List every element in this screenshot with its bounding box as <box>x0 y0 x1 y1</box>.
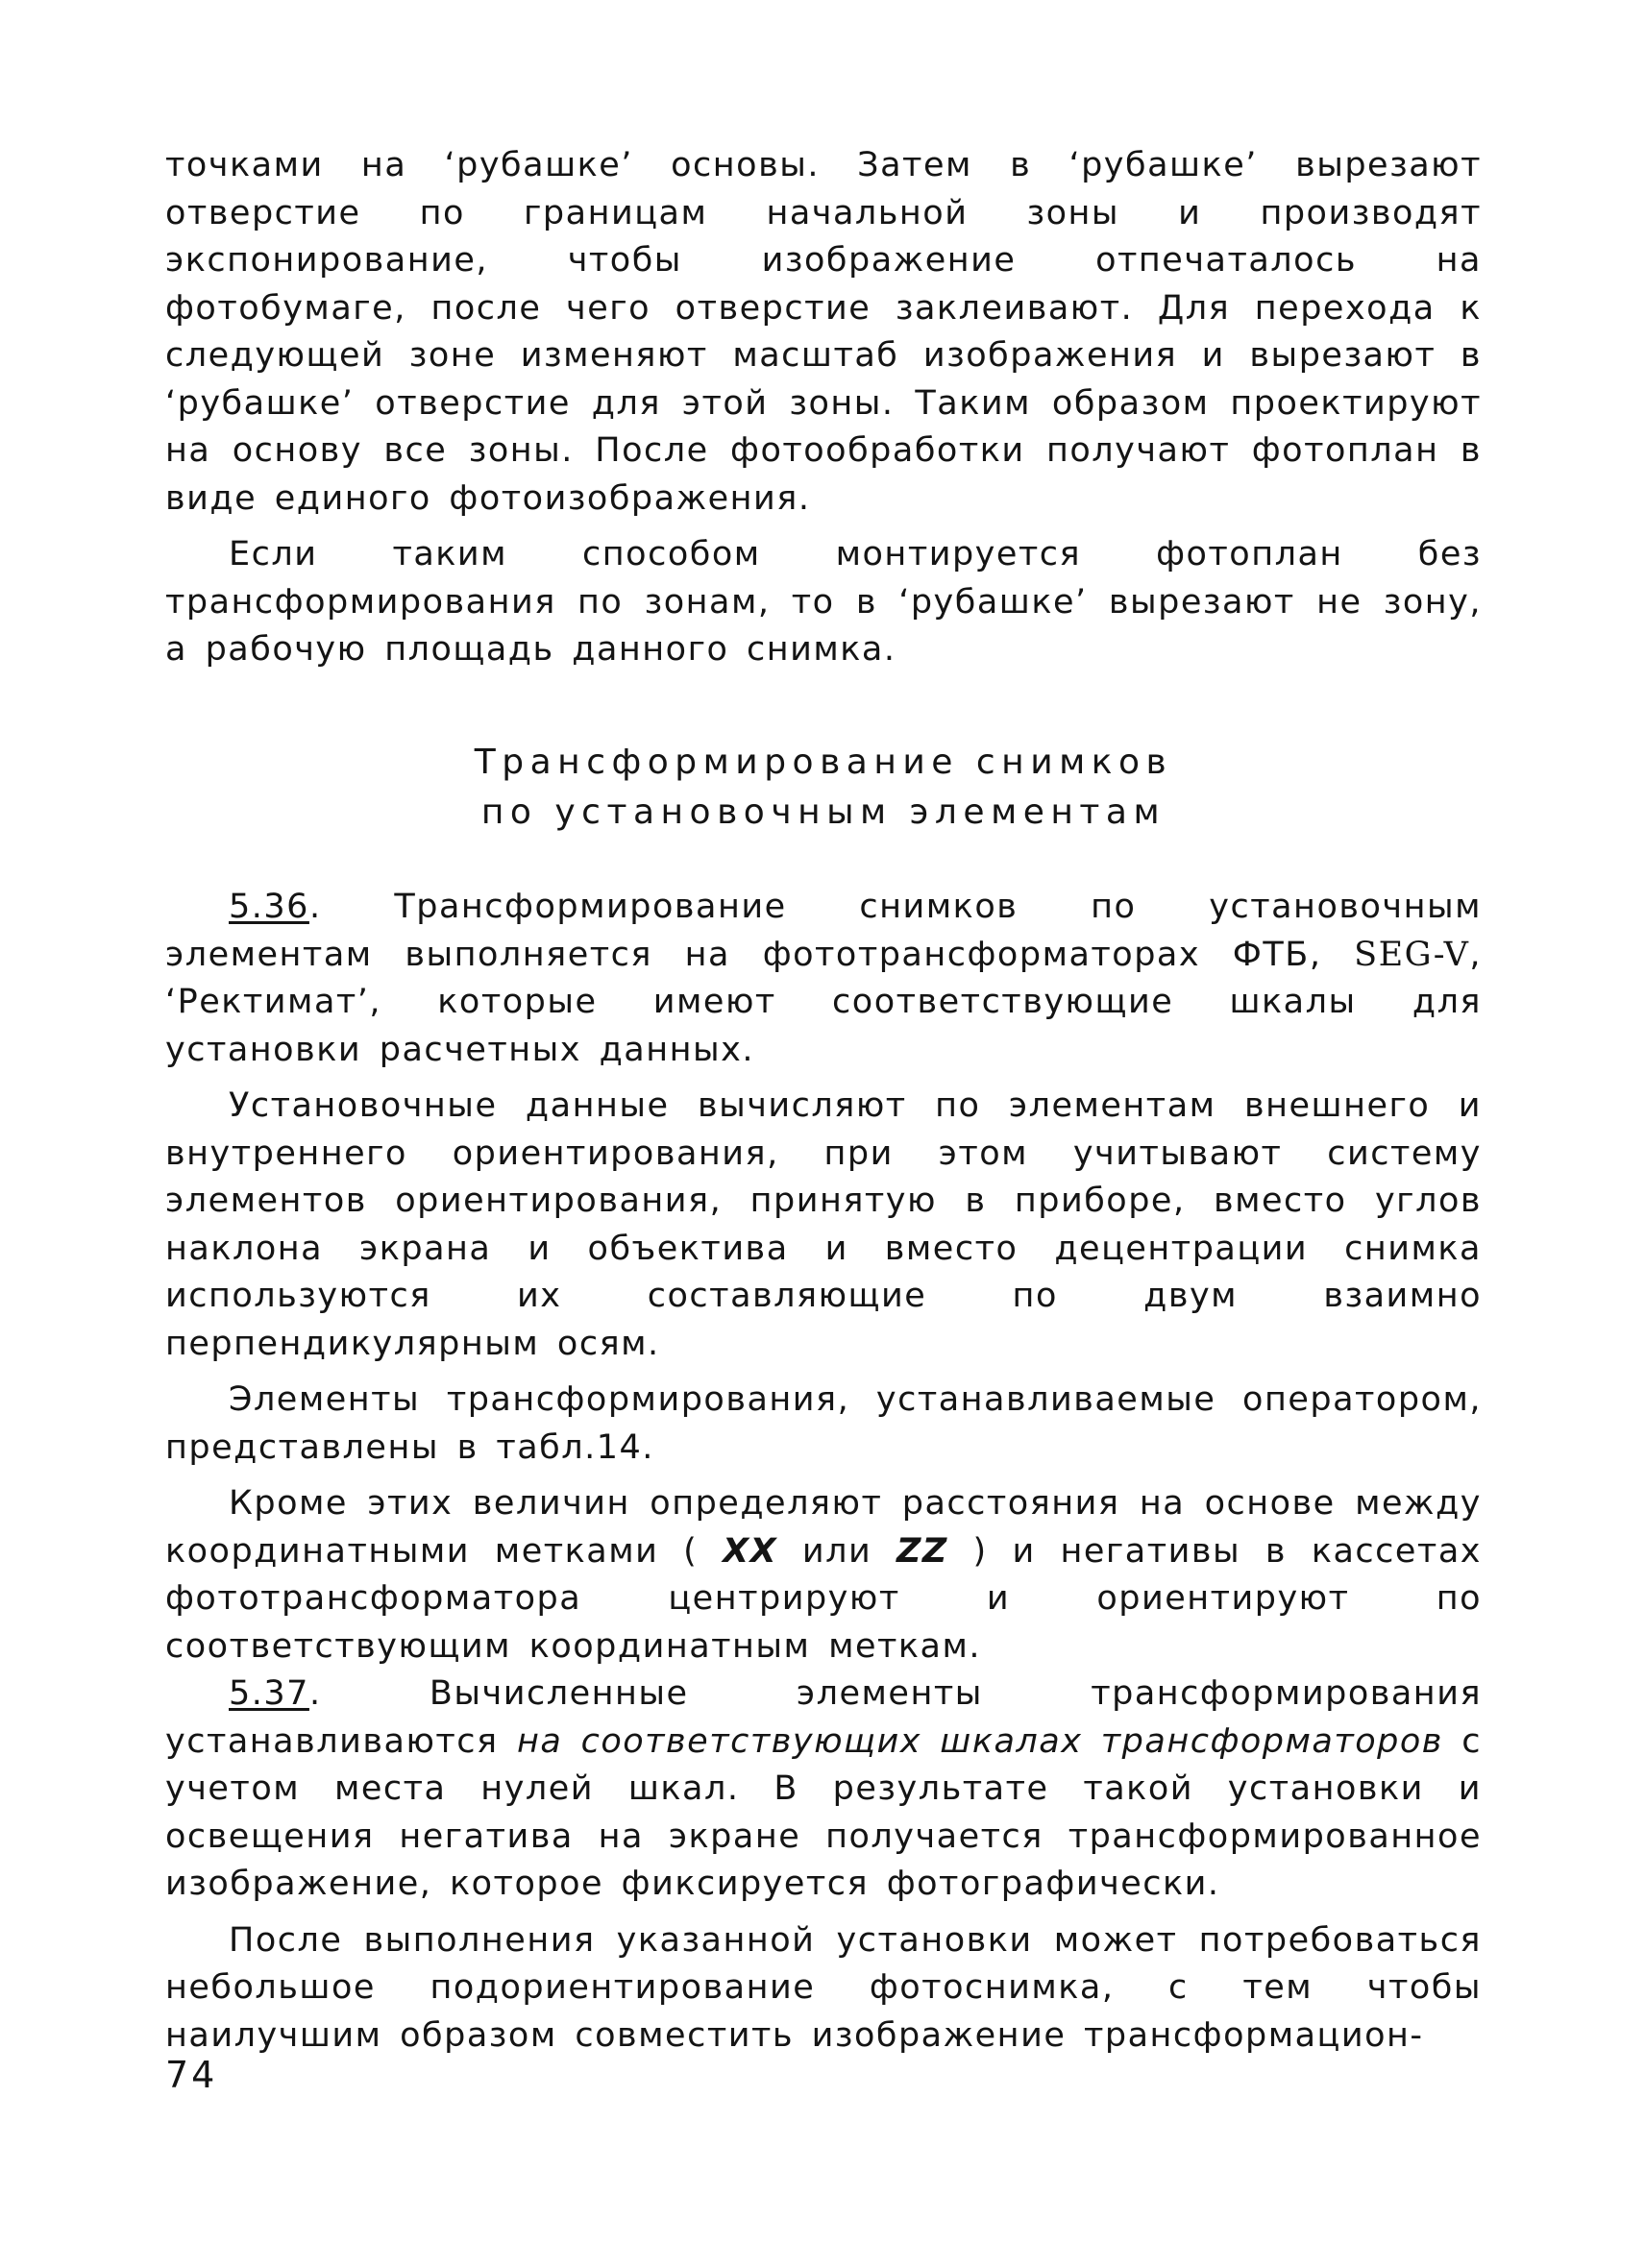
marks-or: или <box>777 1531 896 1571</box>
paragraph-continuation: точками на ʻрубашкеʼ основы. Затем в ʻрубашкеʼ вырезают отверстие по границам начальной зоны и производят экспонирование, чтобы изображение отпечаталось на фотобумаге, после чего отверстие заклеивают. Для перехода к следующей зоне изменяют масштаб изображения и вырезают в ʻрубашкеʼ отверстие для этой зоны. Таким образом проектируют на основу все зоны. После фотообработки получают фотоплан в виде единого фотоизображения. <box>165 146 1482 518</box>
section-heading <box>165 738 1482 838</box>
marks-zz: ZZ <box>896 1531 948 1571</box>
paragraph-5-37 <box>165 1671 1482 1909</box>
paragraph-marks-text-b: ) и негативы в кассетах фототрансформатора центрируют и ориентируют по соответствующим координатным меткам. <box>165 1531 1482 1666</box>
paragraph-setting-data: Установочные данные вычисляют по элементам внешнего и внутреннего ориентирования, при этом учитывают систему элементов ориентирования, принятую в приборе, вместо углов наклона экрана и объектива и вместо децентрации снимка используются их составляющие по двум взаимно перпендикулярным осям. <box>165 1086 1482 1363</box>
paragraph-marks-text-a: Кроме этих величин определяют расстояния на основе между координатными метками ( <box>165 1484 1482 1571</box>
clause-number-5-37: 5.37 <box>229 1674 309 1713</box>
paragraph-5-36 <box>165 884 1482 1074</box>
paragraph-transform-elements: Элементы трансформирования, устанавливаемые оператором, представлены в табл.14. <box>165 1380 1482 1467</box>
section-heading-line-1: Трансформирование снимков <box>474 743 1173 782</box>
paragraph-fine-orientation: После выполнения указанной установки может потребоваться небольшое подориентирование фотоснимка, с тем чтобы наилучшим образом совместить изображение трансформацион- <box>165 1920 1482 2055</box>
clause-number-5-36: 5.36 <box>229 888 309 926</box>
paragraph-5-36-text-b: , ʻРектиматʼ, которые имеют соответствующие шкалы для установки расчетных данных. <box>165 935 1482 1069</box>
top-text-block <box>165 142 1482 674</box>
device-name-seg-v: SEG-V <box>1354 935 1470 974</box>
section-heading-line-2: по установочным элементам <box>480 793 1166 832</box>
marks-xx: XX <box>723 1531 778 1571</box>
paragraph-5-37-text-a: . Вычисленные элементы трансформирования устанавливаются <box>165 1674 1482 1761</box>
paragraph-5-37-italic: на соответствующих шкалах трансформаторов <box>516 1721 1443 1761</box>
paragraph-coordinate-marks <box>165 1480 1482 1671</box>
paragraph-without-zones: Если таким способом монтируется фотоплан без трансформирования по зонам, то в ʻрубашкеʼ вырезают не зону, а рабочую площадь данного снимка. <box>165 535 1482 669</box>
section-text-block <box>165 884 1482 2060</box>
paragraph-5-37-text-b: с учетом места нулей шкал. В результате такой установки и освещения негатива на экране получается трансформированное изображение, которое фиксируется фотографически. <box>165 1721 1483 1903</box>
page-number: 74 <box>165 2054 218 2096</box>
paragraph-5-36-text-a: . Трансформирование снимков по установочным элементам выполняется на фототрансформаторах ФТБ, <box>165 888 1482 974</box>
